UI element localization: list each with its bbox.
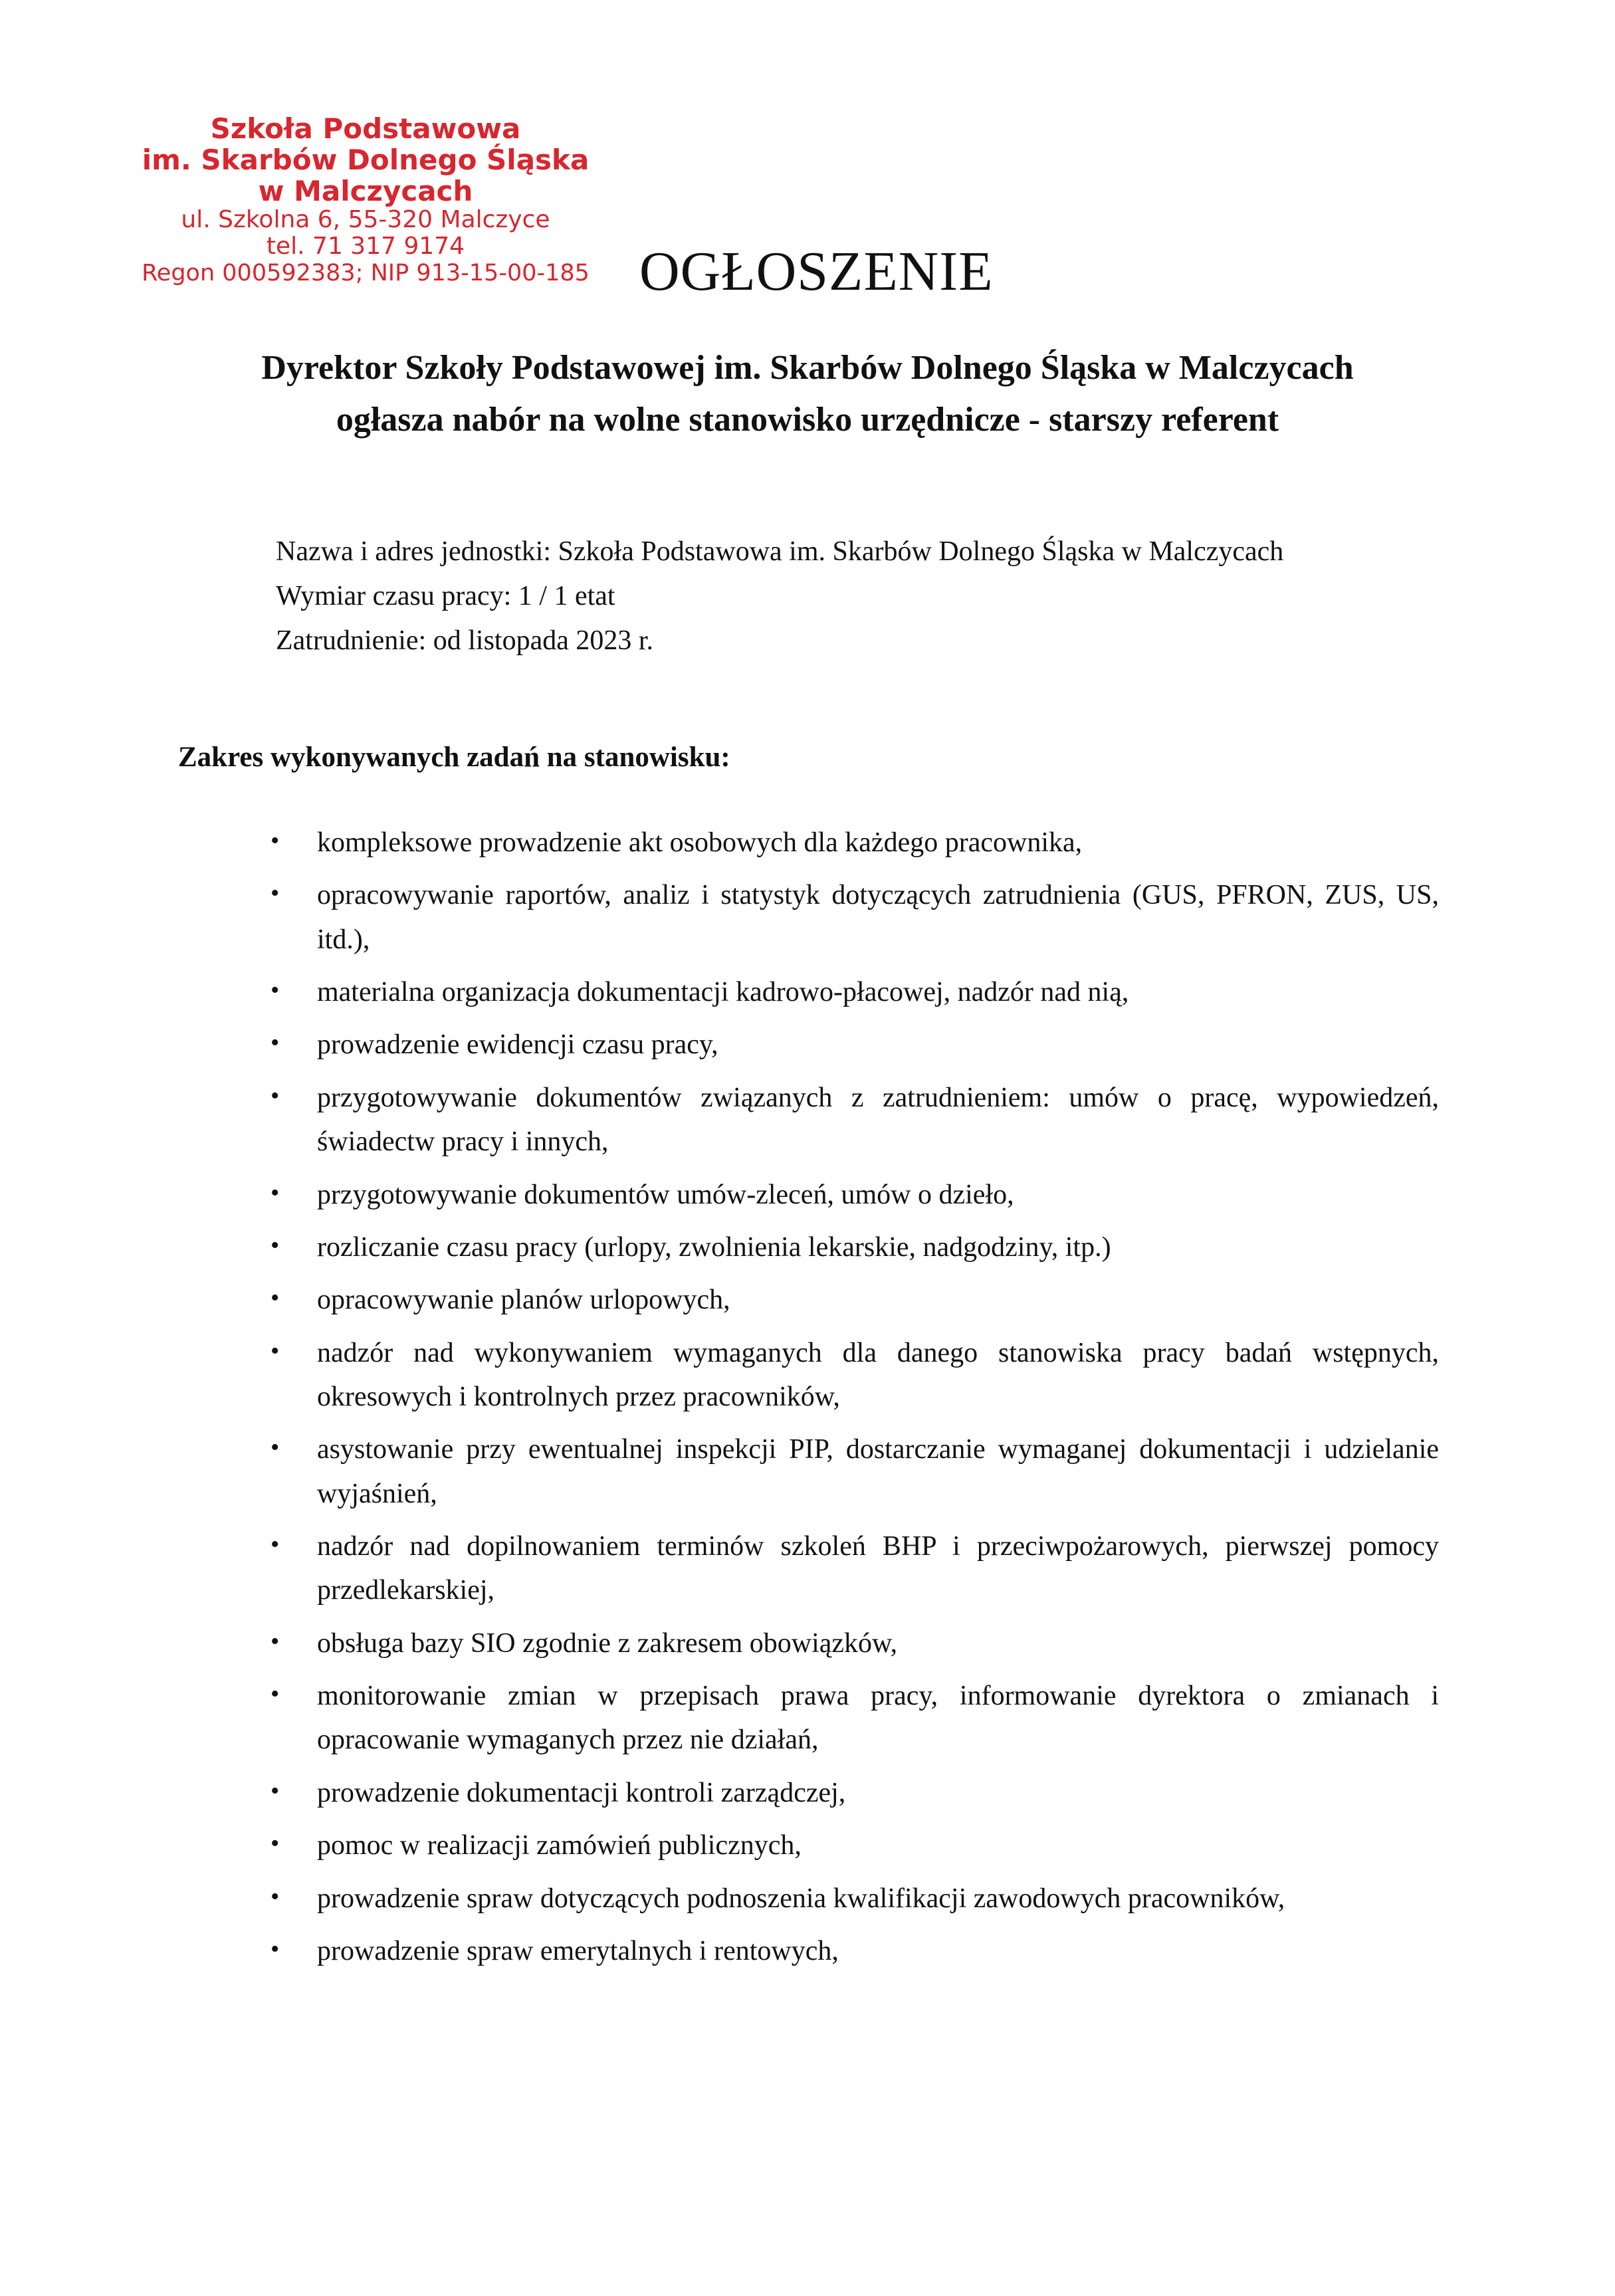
duties-list (263, 821, 1439, 1982)
duty-item (263, 1524, 1439, 1613)
duty-item (263, 1427, 1439, 1516)
duty-text: przygotowywanie dokumentów związanych z zatrudnieniem: umów o pracę, wypowiedzeń, świadectw pracy i innych, (317, 1082, 1439, 1158)
duty-text: opracowywanie planów urlopowych, (317, 1285, 730, 1316)
stamp-registration-ids: Regon 000592383; NIP 913-15-00-185 (142, 259, 590, 286)
document-type-title: OGŁOSZENIE (639, 241, 994, 302)
stamp-school-city: w Malczycach (258, 175, 473, 208)
bullet-icon: • (270, 1680, 280, 1709)
bullet-icon: • (270, 1882, 280, 1911)
duties-heading: Zakres wykonywanych zadań na stanowisku: (178, 742, 730, 773)
info-line-working-time: Wymiar czasu pracy: 1 / 1 etat (276, 581, 615, 612)
bullet-icon: • (270, 827, 280, 855)
bullet-icon: • (270, 1178, 280, 1207)
duty-text: rozliczanie czasu pracy (urlopy, zwolnienia lekarskie, nadgodziny, itp.) (317, 1231, 1111, 1263)
duty-text: prowadzenie spraw emerytalnych i rentowych, (317, 1935, 839, 1966)
duty-item (263, 1225, 1439, 1269)
duty-item (263, 970, 1439, 1014)
bullet-icon: • (270, 1336, 280, 1365)
bullet-icon: • (270, 1029, 280, 1057)
duty-item (263, 873, 1439, 962)
duty-item (263, 1076, 1439, 1164)
bullet-icon: • (270, 1530, 280, 1559)
duty-text: monitorowanie zmian w przepisach prawa pracy, informowanie dyrektora o zmianach i opracowanie wymaganych przez nie działań, (317, 1681, 1439, 1756)
stamp-school-patron: im. Skarbów Dolnego Śląska (142, 144, 590, 177)
duty-item (263, 1929, 1439, 1973)
duty-text: prowadzenie spraw dotyczących podnoszenia kwalifikacji zawodowych pracowników, (317, 1883, 1285, 1914)
job-info (276, 530, 1472, 664)
duty-text: prowadzenie dokumentacji kontroli zarządczej, (317, 1777, 846, 1808)
school-stamp (133, 113, 598, 286)
duty-text: obsługa bazy SIO zgodnie z zakresem obowiązków, (317, 1627, 898, 1659)
info-line-unit: Nazwa i adres jednostki: Szkoła Podstawowa im. Skarbów Dolnego Śląska w Malczycach (276, 536, 1284, 567)
duty-item (263, 821, 1439, 865)
headline-line: Dyrektor Szkoły Podstawowej im. Skarbów Dolnego Śląska w Malczycach (261, 349, 1354, 387)
stamp-school-name: Szkoła Podstawowa (210, 112, 521, 145)
duty-item (263, 1173, 1439, 1217)
bullet-icon: • (270, 1934, 280, 1963)
bullet-icon: • (270, 1829, 280, 1858)
duty-item (263, 1621, 1439, 1665)
duty-item (263, 1278, 1439, 1322)
duty-item (263, 1674, 1439, 1762)
duty-text: asystowanie przy ewentualnej inspekcji PIP, dostarczanie wymaganej dokumentacji i udzielanie wyjaśnień, (317, 1434, 1439, 1509)
info-line-employment-start: Zatrudnienie: od listopada 2023 r. (276, 625, 654, 657)
duty-text: pomoc w realizacji zamówień publicznych, (317, 1830, 802, 1861)
bullet-icon: • (270, 1627, 280, 1655)
bullet-icon: • (270, 1081, 280, 1110)
bullet-icon: • (270, 976, 280, 1005)
duty-item (263, 1771, 1439, 1815)
duty-text: nadzór nad dopilnowaniem terminów szkoleń BHP i przeciwpożarowych, pierwszej pomocy przedlekarskiej, (317, 1531, 1439, 1606)
bullet-icon: • (270, 1231, 280, 1259)
duty-text: materialna organizacja dokumentacji kadrowo-płacowej, nadzór nad nią, (317, 977, 1129, 1008)
headline-line: ogłasza nabór na wolne stanowisko urzędnicze - starszy referent (336, 401, 1279, 439)
duty-item (263, 1023, 1439, 1067)
duty-item (263, 1877, 1439, 1921)
duty-text: nadzór nad wykonywaniem wymaganych dla danego stanowiska pracy badań wstępnych, okresowych i kontrolnych przez pracowników, (317, 1337, 1439, 1412)
bullet-icon: • (270, 1284, 280, 1312)
duty-item (263, 1331, 1439, 1419)
announcement-headline (160, 342, 1455, 446)
duty-text: przygotowywanie dokumentów umów-zleceń, umów o dzieło, (317, 1179, 1014, 1210)
duty-text: prowadzenie ewidencji czasu pracy, (317, 1029, 718, 1061)
duty-text: kompleksowe prowadzenie akt osobowych dla każdego pracownika, (317, 827, 1083, 858)
bullet-icon: • (270, 1433, 280, 1462)
duty-item (263, 1824, 1439, 1867)
duty-text: opracowywanie raportów, analiz i statystyk dotyczących zatrudnienia (GUS, PFRON, ZUS, US, itd.), (317, 880, 1439, 955)
stamp-phone: tel. 71 317 9174 (266, 233, 465, 261)
bullet-icon: • (270, 1776, 280, 1805)
stamp-address: ul. Szkolna 6, 55-320 Malczyce (181, 206, 550, 234)
bullet-icon: • (270, 879, 280, 908)
